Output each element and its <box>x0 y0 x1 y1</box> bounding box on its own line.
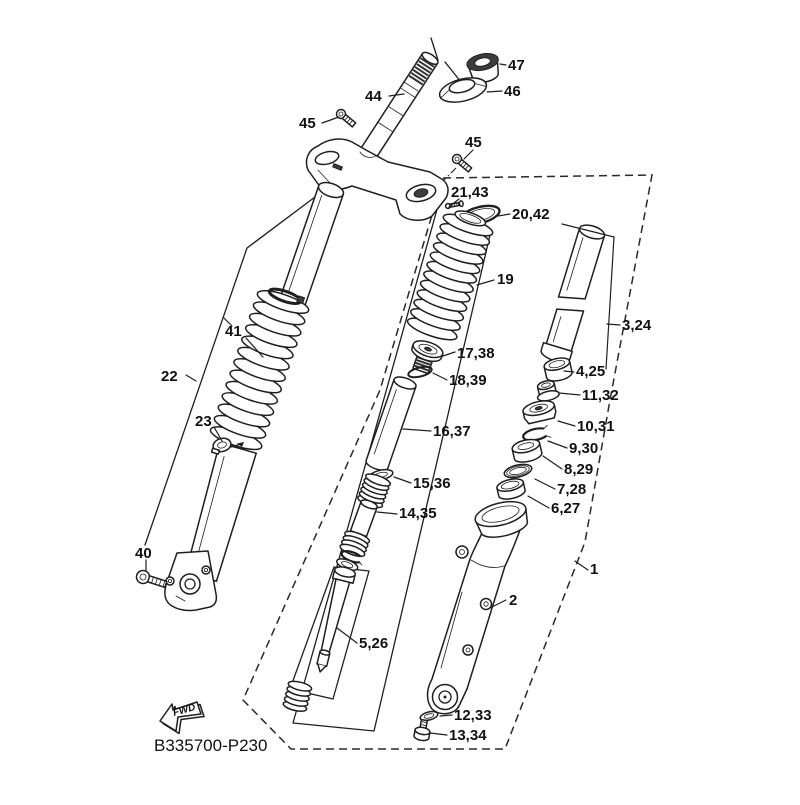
washer-7-28 <box>503 462 533 480</box>
label-7-28: 7,28 <box>557 481 587 498</box>
label-1: 1 <box>590 561 599 578</box>
label-9-30: 9,30 <box>569 440 599 457</box>
label-44: 44 <box>365 88 382 105</box>
label-21-43: 21,43 <box>451 184 489 201</box>
left-axle-holder <box>165 551 217 611</box>
label-4-25: 4,25 <box>576 363 606 380</box>
sub-assembly-solid-lines <box>145 38 490 731</box>
label-13-34: 13,34 <box>449 727 487 744</box>
label-47: 47 <box>508 57 525 74</box>
label-11-32: 11,32 <box>582 387 619 404</box>
label-12-33: 12,33 <box>454 707 492 724</box>
label-45-right: 45 <box>465 134 482 151</box>
drain-bolt-40 <box>135 569 168 591</box>
rebound-spring <box>282 679 312 713</box>
left-boot-41 <box>208 283 312 454</box>
oil-seal-10-31 <box>522 398 558 424</box>
label-19: 19 <box>497 271 514 288</box>
label-22: 22 <box>161 368 178 385</box>
drain-bolt-13-34 <box>413 719 431 742</box>
label-2: 2 <box>509 592 518 609</box>
boot-clamp-screw-21-43 <box>445 201 463 210</box>
label-5-26: 5,26 <box>359 635 389 652</box>
label-45-left: 45 <box>299 115 316 132</box>
label-16-37: 16,37 <box>433 423 471 440</box>
label-18-39: 18,39 <box>449 372 487 389</box>
fwd-arrow-text: FWD <box>171 702 197 719</box>
bushing-11-32 <box>534 379 560 403</box>
label-41: 41 <box>225 323 242 340</box>
label-17-38: 17,38 <box>457 345 495 362</box>
label-3-24: 3,24 <box>622 317 652 334</box>
label-14-35: 14,35 <box>399 505 437 522</box>
label-40: 40 <box>135 545 152 562</box>
o-ring-18-39 <box>407 365 432 380</box>
damper-rod-14-35 <box>333 472 392 574</box>
fwd-arrow-icon <box>160 702 204 734</box>
label-8-29: 8,29 <box>564 461 594 478</box>
steering-stem-44 <box>358 50 440 162</box>
spacer-6-27 <box>496 477 527 502</box>
pinch-bolt-45-left <box>335 108 357 129</box>
label-46: 46 <box>504 83 521 100</box>
inner-tube-3-24 <box>539 222 609 365</box>
diagram-code: B335700-P230 <box>154 736 268 755</box>
label-15-36: 15,36 <box>413 475 451 492</box>
label-23: 23 <box>195 413 212 430</box>
seal-8-29 <box>511 437 543 464</box>
label-6-27: 6,27 <box>551 500 581 517</box>
label-20-42: 20,42 <box>512 206 550 223</box>
bushing-4-25 <box>543 356 573 383</box>
spacer-tube-16-37 <box>365 375 418 473</box>
label-10-31: 10,31 <box>577 418 615 435</box>
